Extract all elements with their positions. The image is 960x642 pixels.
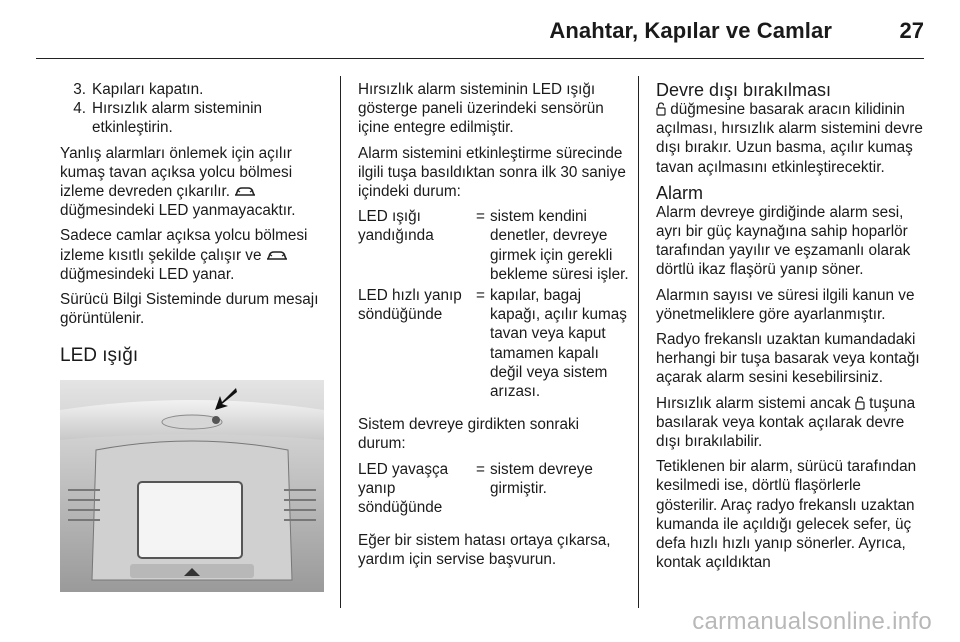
paragraph: Sistem devreye girdikten sonraki durum:	[358, 416, 580, 453]
middle-column	[358, 80, 630, 576]
definition-desc: sistem devreye girmiştir.	[490, 460, 593, 497]
paragraph-text: düğmesindeki LED yanar.	[60, 265, 235, 283]
paragraph	[60, 144, 332, 221]
paragraph	[656, 394, 924, 452]
paragraph: Eğer bir sistem hatası ortaya çıkarsa, yardım için servise başvurun.	[358, 532, 611, 569]
dashboard-led-figure	[60, 380, 324, 592]
list-item	[60, 99, 332, 137]
subsection-title: Alarm	[656, 182, 704, 203]
paragraph-text: tuşuna basılarak veya kontak açılarak devre dışı bırakılabilir.	[656, 394, 916, 451]
definition-term: LED yavaşça yanıp söndüğünde	[358, 460, 449, 517]
definition-row	[358, 207, 630, 284]
car-interior-monitoring-icon	[234, 186, 256, 198]
paragraph: Hırsızlık alarm sisteminin LED ışığı gösterge paneli üzerindeki sensörün içine entegre edilmiştir.	[358, 81, 604, 137]
paragraph-text: düğmesindeki LED yanmayacaktır.	[60, 202, 296, 220]
dashboard-illustration	[60, 380, 324, 592]
paragraph: Alarm devreye girdiğinde alarm sesi, ayrı bir güç kaynağına sahip hoparlör tarafından yayılır ve eşzamanlı olarak dörtlü ikaz flaşörü yanıp söner.	[656, 203, 911, 279]
definition-row	[358, 460, 630, 518]
steps-list	[60, 80, 332, 138]
step-text: Hırsızlık alarm sisteminin etkinleştirin.	[92, 100, 262, 137]
section-title: LED ışığı	[60, 345, 139, 367]
page-header-title: Anahtar, Kapılar ve Camlar	[549, 18, 832, 43]
header-divider	[36, 58, 924, 59]
definition-term: LED hızlı yanıp söndüğünde	[358, 287, 462, 324]
watermark: carmanualsonline.info	[692, 608, 932, 635]
step-text: Kapıları kapatın.	[92, 81, 204, 98]
definition-term: LED ışığı yandığında	[358, 208, 434, 245]
unlock-icon	[855, 396, 865, 410]
definition-equals: =	[476, 287, 485, 305]
step-number: 4.	[73, 100, 86, 118]
definition-row	[358, 286, 630, 401]
list-item	[60, 80, 332, 99]
paragraph: Alarmın sayısı ve süresi ilgili kanun ve yönetmeliklere göre ayarlanmıştır.	[656, 286, 915, 323]
paragraph-text: Hırsızlık alarm sistemi ancak	[656, 394, 851, 412]
left-column	[60, 80, 332, 592]
paragraph	[60, 226, 332, 284]
right-column	[656, 80, 924, 578]
definition-equals: =	[476, 460, 485, 478]
paragraph: Radyo frekanslı uzaktan kumandadaki herhangi bir tuşa basarak veya kontağı açarak alarm sesini kesebilirsiniz.	[656, 331, 920, 387]
subsection-title: Devre dışı bırakılması	[656, 80, 832, 100]
column-divider-right	[638, 76, 639, 608]
paragraph-text: düğmesine basarak aracın kilidinin açılması, hırsızlık alarm sistemini devre dışı bırakır. Uzun basma, açılır kumaş tavan açılmasını etkinleştirecektir.	[656, 101, 923, 176]
led-status-definitions	[358, 207, 630, 401]
page-number: 27	[899, 18, 924, 43]
car-interior-monitoring-icon	[266, 250, 288, 262]
paragraph-text: Yanlış alarmları önlemek için açılır kumaş tavan açıksa yolcu bölmesi izleme devreden çıkarılır.	[60, 144, 293, 201]
unlock-icon	[656, 102, 666, 116]
step-number: 3.	[73, 81, 86, 98]
paragraph	[656, 100, 924, 177]
column-divider-left	[340, 76, 341, 608]
definition-desc: kapılar, bagaj kapağı, açılır kumaş tavan veya kaput tamamen kapalı değil veya sistem arızası.	[490, 287, 627, 401]
paragraph: Alarm sistemini etkinleştirme sürecinde ilgili tuşa basıldıktan sonra ilk 30 saniye içindeki durum:	[358, 144, 626, 201]
paragraph: Sürücü Bilgi Sisteminde durum mesajı görüntülenir.	[60, 291, 319, 328]
led-status-definitions	[358, 460, 630, 518]
paragraph: Tetiklenen bir alarm, sürücü tarafından kesilmedi ise, dörtlü flaşörlerle gösterilir. Araç radyo frekanslı uzaktan kumanda ile açıldığı gelecek sefer, üç defa hızlı hızlı yanıp sönerler. Ayrıca, kontak açıldıktan	[656, 458, 917, 572]
paragraph-text: Sadece camlar açıksa yolcu bölmesi izleme kısıtlı şekilde çalışır ve	[60, 227, 308, 264]
definition-equals: =	[476, 208, 485, 226]
definition-desc: sistem kendini denetler, devreye girmek için gerekli bekleme süresi işler.	[490, 208, 629, 283]
